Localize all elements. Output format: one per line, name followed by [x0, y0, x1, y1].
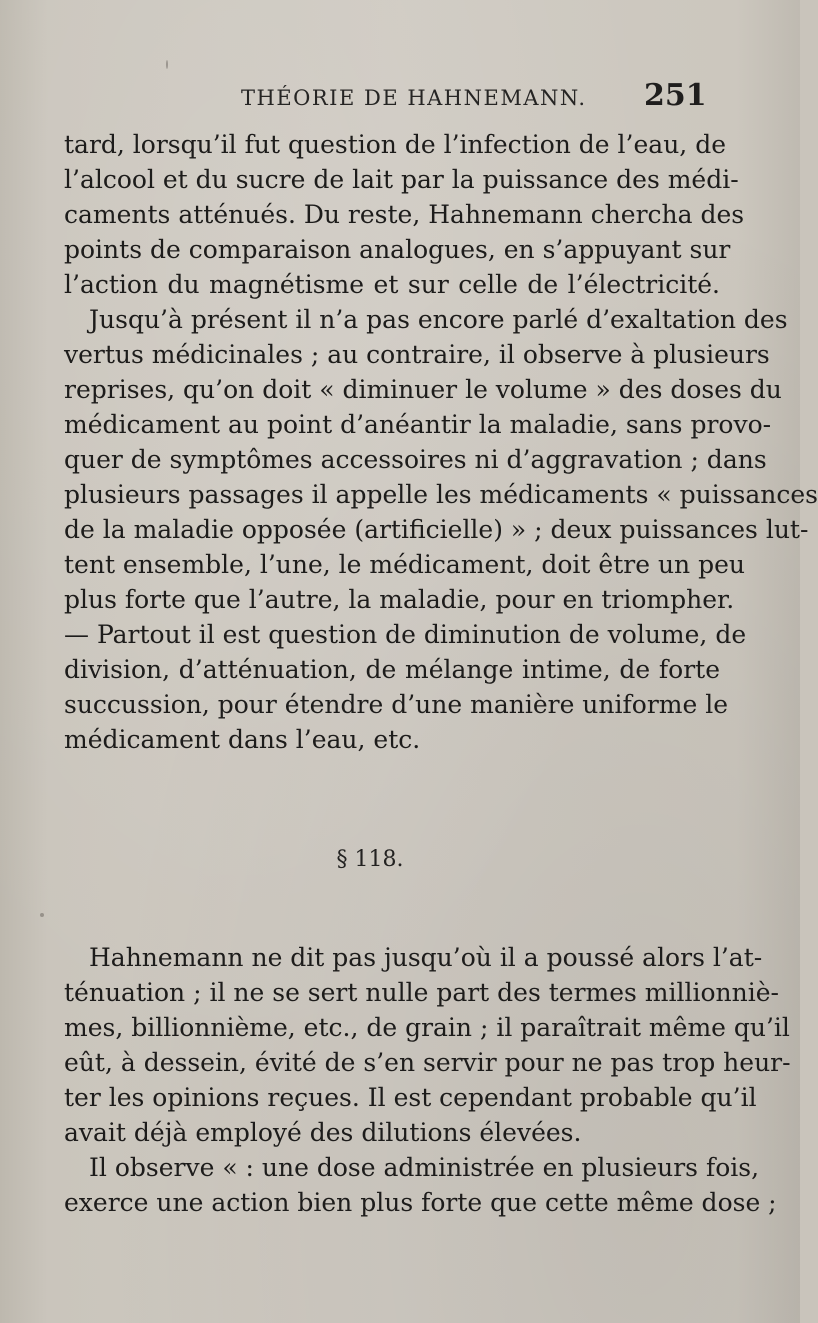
- text-line: Jusqu’à présent il n’a pas encore parlé d’exaltation des: [89, 305, 788, 334]
- text-line: plus forte que l’autre, la maladie, pour en triompher.: [64, 585, 735, 614]
- body-text-upper: [64, 127, 818, 757]
- text-line: mes, billionnième, etc., de grain ; il paraîtrait même qu’il: [64, 1013, 790, 1042]
- page-header: [0, 78, 800, 118]
- text-line: tard, lorsqu’il fut question de l’infection de l’eau, de: [64, 130, 726, 159]
- text-line: vertus médicinales ; au contraire, il observe à plusieurs: [64, 340, 770, 369]
- text-line: Hahnemann ne dit pas jusqu’où il a poussé alors l’at-: [89, 943, 763, 972]
- text-line: points de comparaison analogues, en s’appuyant sur: [64, 235, 731, 264]
- paper-speck: [166, 60, 168, 69]
- body-text-lower: [64, 940, 791, 1220]
- text-line: de la maladie opposée (artificielle) » ; deux puissances lut-: [64, 515, 809, 544]
- text-line: succussion, pour étendre d’une manière uniforme le: [64, 690, 729, 719]
- paper-speck: [40, 913, 44, 917]
- text-line: quer de symptômes accessoires ni d’aggravation ; dans: [64, 445, 767, 474]
- text-line: — Partout il est question de diminution de volume, de: [64, 620, 747, 649]
- page-number: 251: [644, 78, 707, 113]
- text-line: l’alcool et du sucre de lait par la puissance des médi-: [64, 165, 739, 194]
- text-line: plusieurs passages il appelle les médicaments « puissances: [64, 480, 818, 509]
- text-line: médicament dans l’eau, etc.: [64, 725, 421, 754]
- text-line: eût, à dessein, évité de s’en servir pour ne pas trop heur-: [64, 1048, 791, 1077]
- running-title: THÉORIE DE HAHNEMANN.: [241, 86, 587, 110]
- text-line: division, d’atténuation, de mélange intime, de forte: [64, 655, 720, 684]
- text-line: reprises, qu’on doit « diminuer le volume » des doses du: [64, 375, 782, 404]
- text-line: tent ensemble, l’une, le médicament, doit être un peu: [64, 550, 745, 579]
- text-line: l’action du magnétisme et sur celle de l’électricité.: [64, 270, 720, 299]
- text-line: ter les opinions reçues. Il est cependant probable qu’il: [64, 1083, 757, 1112]
- text-line: exerce une action bien plus forte que cette même dose ;: [64, 1188, 777, 1217]
- section-heading: § 118.: [336, 847, 404, 872]
- text-line: ténuation ; il ne se sert nulle part des termes millionniè-: [64, 978, 779, 1007]
- text-line: médicament au point d’anéantir la maladie, sans provo-: [64, 410, 772, 439]
- text-line: avait déjà employé des dilutions élevées.: [64, 1118, 582, 1147]
- text-line: caments atténués. Du reste, Hahnemann chercha des: [64, 200, 745, 229]
- text-line: Il observe « : une dose administrée en plusieurs fois,: [89, 1153, 760, 1182]
